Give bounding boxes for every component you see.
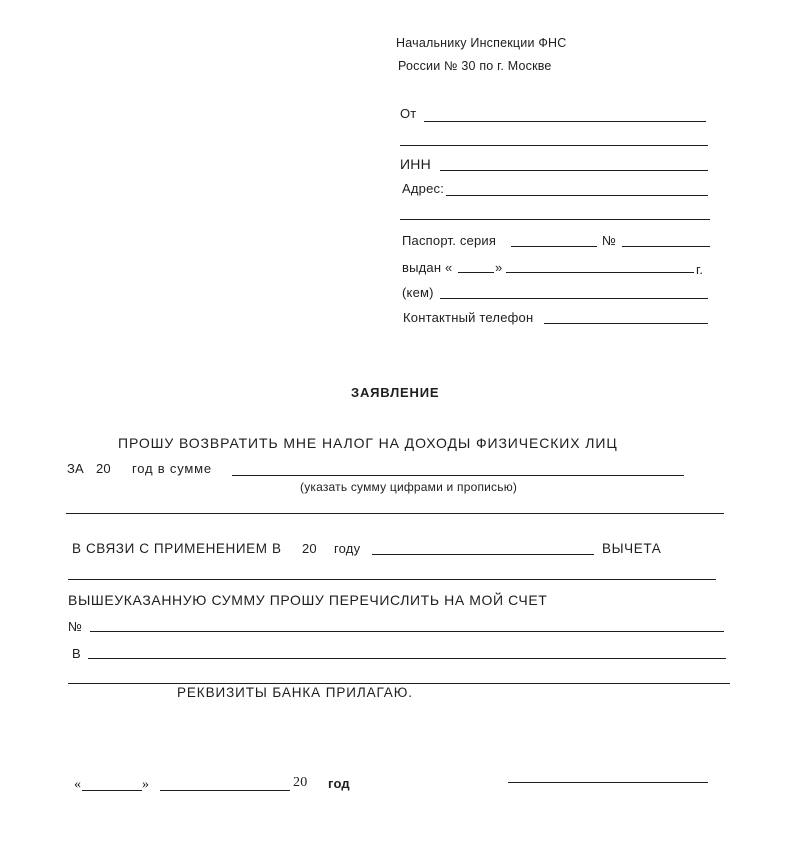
footer-day-line[interactable] (82, 790, 142, 791)
transfer-line: ВЫШЕУКАЗАННУЮ СУММУ ПРОШУ ПЕРЕЧИСЛИТЬ НА МОЙ СЧЕТ (68, 592, 548, 608)
bank-line-2[interactable] (68, 683, 730, 684)
deduction-line-2[interactable] (68, 579, 716, 580)
from-line[interactable] (424, 121, 706, 122)
phone-line[interactable] (544, 323, 708, 324)
za-label: ЗА (67, 461, 84, 476)
footer-month-line[interactable] (160, 790, 290, 791)
passport-number-line[interactable] (622, 246, 710, 247)
bank-label: В (72, 646, 81, 661)
document-title: ЗАЯВЛЕНИЕ (351, 385, 440, 400)
request-line: ПРОШУ ВОЗВРАТИТЬ МНЕ НАЛОГ НА ДОХОДЫ ФИЗИЧЕСКИХ ЛИЦ (118, 435, 618, 451)
from-line-2[interactable] (400, 145, 708, 146)
footer-quote-close: » (142, 777, 150, 792)
bank-details-line: РЕКВИЗИТЫ БАНКА ПРИЛАГАЮ. (177, 685, 413, 700)
address-line-2[interactable] (400, 219, 710, 220)
from-label: От (400, 106, 417, 121)
year-sum-label: год в сумме (132, 461, 212, 476)
footer-year-prefix: 20 (293, 775, 308, 790)
issued-day-line[interactable] (458, 272, 494, 273)
issued-by-label: (кем) (402, 285, 434, 300)
passport-series-label: Паспорт. серия (402, 233, 497, 248)
issued-quote-close: » (495, 260, 503, 275)
phone-label: Контактный телефон (403, 310, 534, 325)
inn-line[interactable] (440, 170, 708, 171)
addressee-line-2: России № 30 по г. Москве (398, 59, 552, 73)
address-label: Адрес: (402, 181, 445, 196)
sum-hint: (указать сумму цифрами и прописью) (300, 480, 518, 494)
year-label: году (334, 541, 361, 556)
address-line[interactable] (446, 195, 708, 196)
bank-line[interactable] (88, 658, 726, 659)
in-connection-year-prefix: 20 (302, 541, 317, 556)
inn-label: ИНН (400, 156, 431, 172)
issued-date-line[interactable] (506, 272, 694, 273)
in-connection-label: В СВЯЗИ С ПРИМЕНЕНИЕМ В (72, 541, 282, 556)
passport-series-line[interactable] (511, 246, 597, 247)
passport-number-label: № (602, 233, 617, 248)
deduction-label: ВЫЧЕТА (602, 541, 662, 556)
issued-year-suffix: г. (696, 262, 704, 277)
deduction-year-line[interactable] (372, 554, 594, 555)
issued-label: выдан « (402, 260, 453, 275)
issued-by-line[interactable] (440, 298, 708, 299)
footer-year-label: год (328, 776, 350, 791)
footer-quote-open: « (74, 777, 82, 792)
sum-line[interactable] (232, 475, 684, 476)
account-number-line[interactable] (90, 631, 724, 632)
signature-line[interactable] (508, 782, 708, 783)
addressee-line-1: Начальнику Инспекции ФНС (396, 36, 567, 50)
sum-line-2[interactable] (66, 513, 724, 514)
account-number-label: № (68, 619, 83, 634)
za-year-prefix: 20 (96, 461, 111, 476)
